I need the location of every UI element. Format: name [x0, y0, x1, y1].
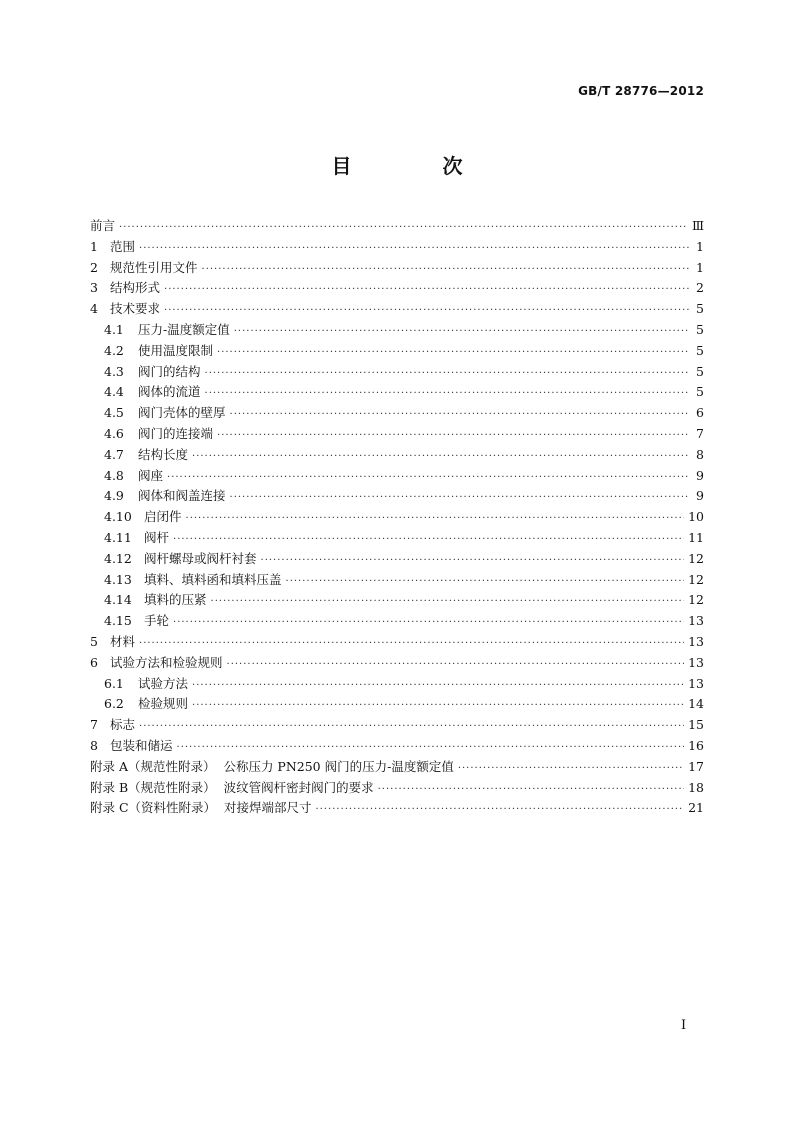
- toc-entry-number: 1: [90, 238, 98, 254]
- toc-leader-dots: [192, 696, 684, 717]
- toc-entry[interactable]: [90, 674, 704, 695]
- toc-entry-number: 4: [90, 301, 98, 317]
- toc-entry-page: 13: [688, 654, 704, 670]
- toc-entry-page: 13: [688, 613, 704, 629]
- toc-entry-page: 10: [688, 509, 704, 525]
- toc-leader-dots: [378, 780, 684, 801]
- toc-leader-dots: [139, 239, 690, 260]
- toc-entry[interactable]: [90, 798, 704, 819]
- toc-leader-dots: [177, 738, 685, 759]
- toc-entry[interactable]: [90, 237, 704, 258]
- toc-entry[interactable]: [90, 258, 704, 279]
- toc-entry-page: 9: [696, 467, 704, 483]
- toc-entry-number: 8: [90, 737, 98, 753]
- toc-entry-number: 4.11: [104, 529, 132, 545]
- toc-entry-label: 阀门的连接端: [138, 425, 214, 441]
- toc-entry[interactable]: [90, 590, 704, 611]
- toc-leader-dots: [119, 218, 688, 239]
- toc-entry-page: 13: [688, 675, 704, 691]
- toc-entry[interactable]: [90, 403, 704, 424]
- toc-entry-number: 4.13: [104, 571, 132, 587]
- toc-entry[interactable]: [90, 382, 704, 403]
- toc-leader-dots: [164, 280, 690, 301]
- toc-entry-page: 12: [688, 592, 704, 608]
- toc-leader-dots: [286, 572, 685, 593]
- toc-entry-page: 14: [688, 696, 704, 712]
- toc-entry-page: 18: [688, 779, 704, 795]
- toc-leader-dots: [217, 426, 690, 447]
- toc-entry-label: 试验方法: [138, 675, 189, 691]
- toc-entry[interactable]: [90, 278, 704, 299]
- toc-entry-label: 阀座: [138, 467, 164, 483]
- toc-entry[interactable]: [90, 757, 704, 778]
- toc-entry[interactable]: [90, 653, 704, 674]
- toc-leader-dots: [230, 488, 690, 509]
- toc-entry-label: 试验方法和检验规则: [110, 654, 223, 670]
- toc-entry-number: 4.9: [104, 488, 124, 504]
- toc-entry-label: 标志: [110, 717, 136, 733]
- toc-entry-page: 16: [688, 737, 704, 753]
- toc-entry[interactable]: [90, 611, 704, 632]
- toc-entry-label: 阀门壳体的壁厚: [138, 405, 226, 421]
- toc-entry-page: 5: [696, 384, 704, 400]
- toc-leader-dots: [205, 364, 690, 385]
- toc-entry-number: 4.7: [104, 446, 124, 462]
- toc-leader-dots: [211, 592, 685, 613]
- toc-entry-page: 5: [696, 363, 704, 379]
- toc-entry-label: 结构形式: [110, 280, 161, 296]
- toc-entry-page: 13: [688, 633, 704, 649]
- toc-entry-number: 4.1: [104, 321, 124, 337]
- toc-entry-number: 6.1: [104, 675, 124, 691]
- toc-entry-number: 3: [90, 280, 98, 296]
- toc-entry-label: 压力-温度额定值: [138, 321, 230, 337]
- toc-entry-number: 4.2: [104, 342, 124, 358]
- toc-entry-label: 结构长度: [138, 446, 189, 462]
- toc-entry[interactable]: [90, 507, 704, 528]
- toc-entry-page: 6: [696, 405, 704, 421]
- toc-entry[interactable]: [90, 299, 704, 320]
- toc-entry[interactable]: [90, 445, 704, 466]
- toc-leader-dots: [167, 468, 690, 489]
- toc-leader-dots: [234, 322, 690, 343]
- toc-leader-dots: [186, 509, 685, 530]
- toc-entry[interactable]: [90, 466, 704, 487]
- toc-entry-number: 6.2: [104, 696, 124, 712]
- toc-entry-page: 21: [688, 800, 704, 816]
- toc-leader-dots: [173, 530, 684, 551]
- toc-entry-number: 4.10: [104, 509, 132, 525]
- toc-entry-page: 5: [696, 301, 704, 317]
- toc-entry[interactable]: [90, 736, 704, 757]
- toc-entry[interactable]: [90, 715, 704, 736]
- toc-entry-label: 阀体和阀盖连接: [138, 488, 226, 504]
- toc-entry-page: 1: [696, 238, 704, 254]
- toc-entry-label: 阀门的结构: [138, 363, 201, 379]
- toc-entry-page: 5: [696, 342, 704, 358]
- toc-entry-label: 附录 B（规范性附录） 波纹管阀杆密封阀门的要求: [90, 779, 374, 795]
- toc-entry-number: 4.14: [104, 592, 132, 608]
- toc-entry-page: 17: [688, 758, 704, 774]
- toc-entry-label: 附录 A（规范性附录） 公称压力 PN250 阀门的压力-温度额定值: [90, 758, 454, 774]
- toc-entry[interactable]: [90, 320, 704, 341]
- toc-entry[interactable]: [90, 362, 704, 383]
- table-of-contents: [90, 216, 704, 819]
- toc-entry-page: 12: [688, 550, 704, 566]
- toc-leader-dots: [173, 613, 684, 634]
- toc-entry-page: 8: [696, 446, 704, 462]
- toc-entry-number: 4.6: [104, 425, 124, 441]
- toc-entry-page: 15: [688, 717, 704, 733]
- toc-entry-label: 阀杆螺母或阀杆衬套: [144, 550, 257, 566]
- toc-entry-label: 附录 C（资料性附录） 对接焊端部尺寸: [90, 800, 312, 816]
- toc-entry-page: Ⅲ: [691, 218, 704, 233]
- toc-entry-page: 12: [688, 571, 704, 587]
- toc-entry-label: 规范性引用文件: [110, 259, 198, 275]
- toc-entry[interactable]: [90, 694, 704, 715]
- toc-leader-dots: [164, 301, 690, 322]
- toc-leader-dots: [205, 384, 690, 405]
- toc-entry-number: 4.12: [104, 550, 132, 566]
- toc-entry-label: 使用温度限制: [138, 342, 214, 358]
- toc-entry-number: 6: [90, 654, 98, 670]
- toc-entry-label: 阀杆: [144, 529, 170, 545]
- toc-entry-page: 1: [696, 259, 704, 275]
- toc-entry[interactable]: [90, 778, 704, 799]
- toc-leader-dots: [316, 800, 685, 821]
- toc-entry-page: 11: [688, 529, 704, 545]
- toc-leader-dots: [227, 655, 685, 676]
- toc-entry-label: 包装和储运: [110, 737, 173, 753]
- page-title: 目 次: [331, 154, 505, 178]
- toc-entry-label: 启闭件: [144, 509, 182, 525]
- toc-entry[interactable]: [90, 424, 704, 445]
- toc-entry[interactable]: [90, 216, 704, 237]
- toc-leader-dots: [139, 717, 684, 738]
- toc-entry-label: 阀体的流道: [138, 384, 201, 400]
- toc-entry-label: 前言: [90, 218, 116, 233]
- toc-entry[interactable]: [90, 570, 704, 591]
- toc-entry-number: 4.15: [104, 613, 132, 629]
- toc-entry-number: 4.3: [104, 363, 124, 379]
- toc-entry[interactable]: [90, 528, 704, 549]
- toc-leader-dots: [217, 343, 690, 364]
- toc-entry[interactable]: [90, 632, 704, 653]
- toc-entry-label: 检验规则: [138, 696, 189, 712]
- toc-entry-page: 5: [696, 321, 704, 337]
- toc-entry-page: 2: [696, 280, 704, 296]
- toc-entry-label: 填料、填料函和填料压盖: [144, 571, 282, 587]
- toc-leader-dots: [230, 405, 690, 426]
- toc-entry-label: 范围: [110, 238, 136, 254]
- toc-entry-page: 9: [696, 488, 704, 504]
- toc-entry-number: 4.4: [104, 384, 124, 400]
- toc-leader-dots: [458, 759, 684, 780]
- toc-leader-dots: [192, 447, 690, 468]
- toc-entry-number: 2: [90, 259, 98, 275]
- toc-leader-dots: [202, 260, 690, 281]
- toc-entry-label: 技术要求: [110, 301, 161, 317]
- toc-entry-page: 7: [696, 425, 704, 441]
- toc-entry-number: 4.5: [104, 405, 124, 421]
- standard-code: GB/T 28776—2012: [578, 84, 704, 98]
- toc-entry-number: 5: [90, 633, 98, 649]
- toc-entry[interactable]: [90, 341, 704, 362]
- toc-leader-dots: [192, 676, 684, 697]
- toc-entry-number: 4.8: [104, 467, 124, 483]
- toc-entry-label: 手轮: [144, 613, 170, 629]
- toc-entry[interactable]: [90, 549, 704, 570]
- toc-leader-dots: [261, 551, 685, 572]
- toc-entry[interactable]: [90, 486, 704, 507]
- page-number: I: [681, 1018, 687, 1033]
- toc-entry-label: 填料的压紧: [144, 592, 207, 608]
- toc-entry-label: 材料: [110, 633, 136, 649]
- toc-leader-dots: [139, 634, 684, 655]
- toc-entry-number: 7: [90, 717, 98, 733]
